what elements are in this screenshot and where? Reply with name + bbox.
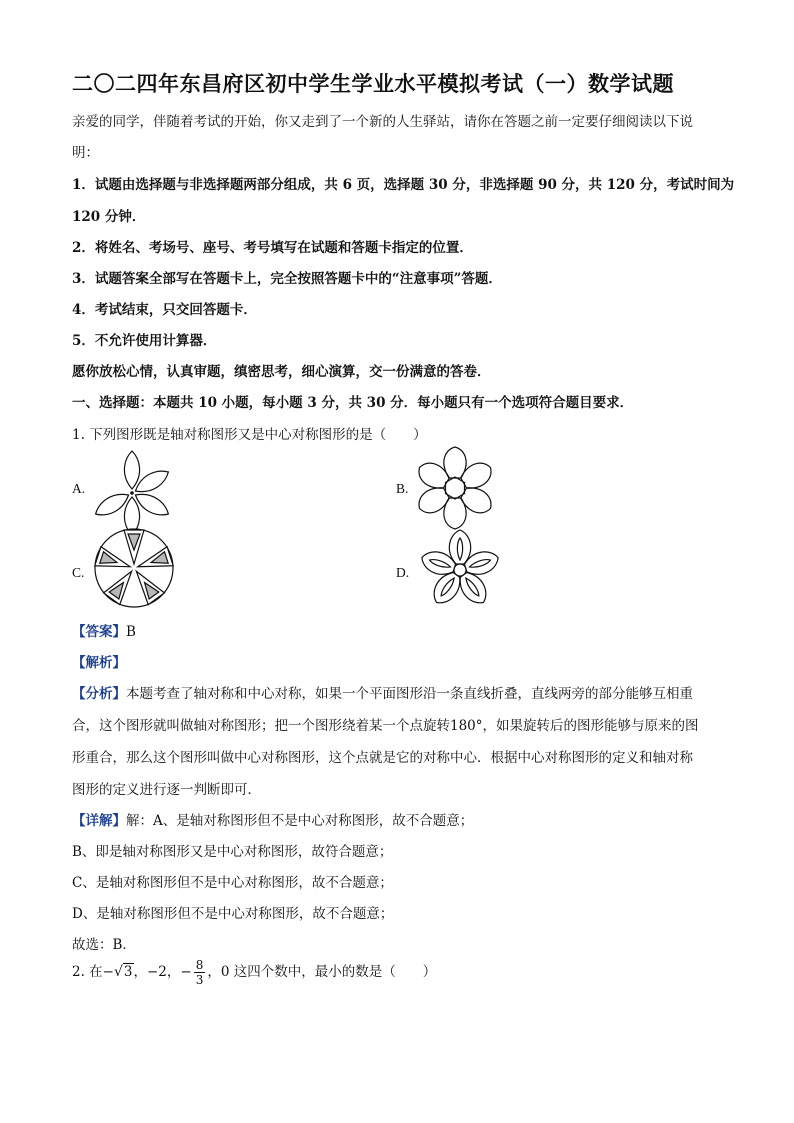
detail-line-1: [72, 809, 473, 829]
q2-fraction: [194, 958, 206, 987]
option-b-figure: [412, 445, 498, 531]
q2-suffix: ，0 这四个数中，最小的数是（ ）: [207, 964, 437, 980]
q2-frac-sign: −: [180, 964, 192, 980]
option-c-label: C.: [72, 565, 85, 580]
analysis-heading: [72, 651, 126, 671]
analysis-line-3: 形重合，那么这个图形叫做中心对称图形，这个点就是它的对称中心．根据中心对称图形的定义和轴对称: [72, 750, 693, 766]
answer-value: B: [126, 624, 136, 640]
intro-line-1: 亲爱的同学，伴随着考试的开始，你又走到了一个新的人生驿站，请你在答题之前一定要仔细阅读以下说: [72, 114, 693, 130]
option-c-figure: [92, 526, 176, 610]
detail-text-1: 解：A、是轴对称图形但不是中心对称图形，故不合题意；: [126, 813, 474, 829]
analysis-label: 【解析】: [72, 655, 126, 671]
option-b-label: B.: [396, 481, 409, 496]
option-a-figure: [92, 448, 172, 538]
detail-label: 【详解】: [72, 813, 126, 829]
section-1-heading: 一、选择题：本题共 10 小题，每小题 3 分，共 30 分．每小题只有一个选项符合题目要求．: [72, 395, 634, 411]
rule-2: 2．将姓名、考场号、座号、考号填写在试题和答题卡指定的位置．: [72, 240, 473, 256]
q2-sep1: ，−2，: [133, 964, 181, 980]
option-d-label: D.: [396, 565, 410, 580]
analysis-line-2: 合，这个图形就叫做轴对称图形；把一个图形绕着某一个点旋转180°，如果旋转后的图形能够与原来的图: [72, 718, 699, 734]
answer-label: 【答案】: [72, 624, 126, 640]
fenxi-label: 【分析】: [72, 686, 126, 702]
q2-prefix: 2. 在: [72, 964, 103, 980]
page-title: 二〇二四年东昌府区初中学生学业水平模拟考试（一）数学试题: [72, 71, 674, 96]
wish-line: 愿你放松心情，认真审题，缜密思考，细心演算，交一份满意的答卷．: [72, 364, 491, 380]
intro-line-2: 明：: [72, 145, 99, 161]
analysis-line-1: [72, 682, 693, 702]
rule-4: 4．考试结束，只交回答题卡．: [72, 302, 257, 318]
q1-stem: 1. 下列图形既是轴对称图形又是中心对称图形的是（ ）: [72, 427, 427, 443]
q2-stem: 2. 在−√3，−2，− $\frac{8}{3}$ ，0 这四个数中，最小的数是（ ）: [72, 958, 437, 987]
q2-frac-den: 3: [195, 973, 204, 987]
answer-line: [72, 620, 136, 640]
option-d-figure: [414, 528, 506, 612]
detail-line-3: C、是轴对称图形但不是中心对称图形，故不合题意；: [72, 875, 393, 891]
rule-1-line-2: 120 分钟．: [72, 209, 146, 225]
detail-line-5: 故选：B．: [72, 937, 136, 953]
detail-line-2: B、即是轴对称图形又是中心对称图形，故符合题意；: [72, 844, 393, 860]
analysis-line-4: 图形的定义进行逐一判断即可．: [72, 782, 261, 798]
option-a-label: A.: [72, 481, 86, 496]
rule-5: 5．不允许使用计算器．: [72, 333, 217, 349]
q2-frac-num: 8: [195, 958, 204, 972]
rule-3: 3．试题答案全部写在答题卡上，完全按照答题卡中的“注意事项”答题．: [72, 271, 502, 287]
detail-line-4: D、是轴对称图形但不是中心对称图形，故不合题意；: [72, 906, 394, 922]
q2-n1-sign: −: [102, 964, 114, 980]
petal-shape: [124, 451, 139, 489]
analysis-text-1: 本题考查了轴对称和中心对称，如果一个平面图形沿一条直线折叠，直线两旁的部分能够互相重: [126, 686, 693, 702]
rule-1-line-1: 1．试题由选择题与非选择题两部分组成，共 6 页，选择题 30 分，非选择题 90 分，共 120 分，考试时间为: [72, 177, 735, 193]
q2-n1-root: 3: [123, 964, 133, 980]
